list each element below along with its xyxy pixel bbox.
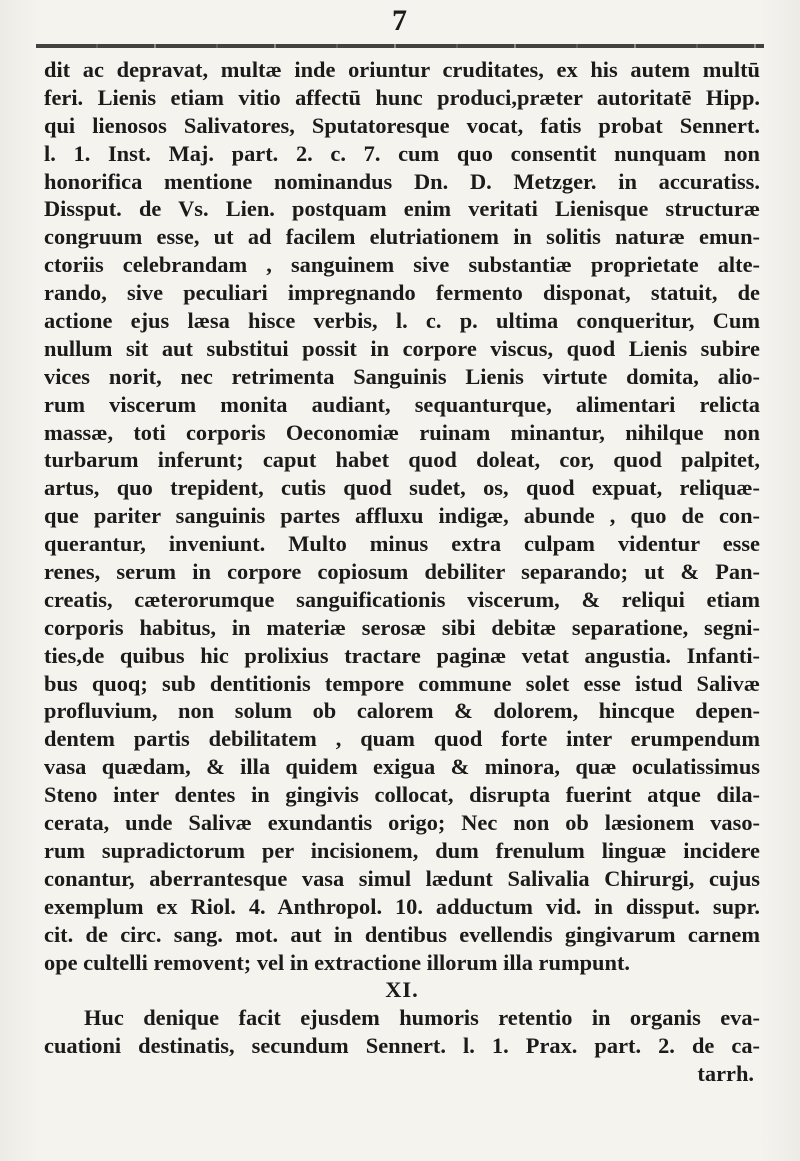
text-line: congruum esse, ut ad facilem elutriationem in solitis naturæ emun- [44,224,760,250]
text-line: cit. de circ. sang. mot. aut in dentibus evellendis gingivarum carnem [44,921,760,947]
page-number: 7 [392,4,408,37]
text-line: querantur, inveniunt. Multo minus extra culpam videntur esse [44,531,760,557]
text-line: feri. Lienis etiam vitio affectū hunc produci,præter autoritatē Hipp. [44,84,760,110]
text-line: massæ, toti corporis Oeconomiæ ruinam minantur, nihilque non [44,419,760,445]
text-line: ope cultelli removent; vel in extractione illorum illa rumpunt. [44,949,631,975]
text-line: creatis, cæterorumque sanguificationis viscerum, & reliqui etiam [44,586,760,612]
text-line: cuationi destinatis, secundum Sennert. l. 1. Prax. part. 2. de ca- [44,1033,760,1059]
header-rule [36,44,764,48]
text-line: nullum sit aut substitui possit in corpore viscus, quod Lienis subire [44,335,760,361]
text-line: rando, sive peculiari impregnando fermento disponat, statuit, de [44,280,760,306]
text-line: conantur, aberrantesque vasa simul lædunt Salivalia Chirurgi, cujus [44,865,760,891]
text-line: cerata, unde Salivæ exundantis origo; Nec non ob læsionem vaso- [44,810,760,836]
text-line: bus quoq; sub dentitionis tempore commune solet esse istud Salivæ [44,670,760,696]
text-line: tarrh. [697,1061,754,1087]
text-line: Dissput. de Vs. Lien. postquam enim veritati Lienisque structuræ [44,196,760,222]
text-line: l. 1. Inst. Maj. part. 2. c. 7. cum quo consentit nunquam non [44,140,760,166]
text-line: rum supradictorum per incisionem, dum frenulum linguæ incidere [44,837,760,863]
text-line: vices norit, nec retrimenta Sanguinis Lienis virtute domita, alio- [44,363,760,389]
text-line: vasa quædam, & illa quidem exigua & minora, quæ oculatissimus [44,754,760,780]
text-line: ties,de quibus hic prolixius tractare paginæ vetat angustia. Infanti- [44,642,760,668]
text-line: ctoriis celebrandam , sanguinem sive substantiæ proprietate alte- [44,252,760,278]
section-heading: XI. [385,977,419,1003]
text-line: Steno inter dentes in gingivis collocat, disrupta fuerint atque dila- [44,782,760,808]
body-text [44,56,760,1088]
text-line: rum viscerum monita audiant, sequanturque, alimentari relicta [44,391,760,417]
text-line: exemplum ex Riol. 4. Anthropol. 10. adductum vid. in dissput. supr. [44,893,760,919]
text-line: qui lienosos Salivatores, Sputatoresque vocat, fatis probat Sennert. [44,112,760,138]
text-line: artus, quo trepident, cutis quod sudet, os, quod expuat, reliquæ- [44,475,760,501]
text-line: dentem partis debilitatem , quam quod forte inter erumpendum [44,726,760,752]
text-line: Huc denique facit ejusdem humoris retentio in organis eva- [84,1005,760,1031]
text-line: turbarum inferunt; caput habet quod doleat, cor, quod palpitet, [44,447,760,473]
text-line: profluvium, non solum ob calorem & dolorem, hincque depen- [44,698,760,724]
text-line: honorifica mentione nominandus Dn. D. Metzger. in accuratiss. [44,168,760,194]
text-line: renes, serum in corpore copiosum debiliter separando; ut & Pan- [44,559,760,585]
text-line: corporis habitus, in materiæ serosæ sibi debitæ separatione, segni- [44,614,760,640]
text-line: actione ejus læsa hisce verbis, l. c. p. ultima conqueritur, Cum [44,308,760,334]
text-line: que pariter sanguinis partes affluxu indigæ, abunde , quo de con- [44,503,760,529]
text-line: dit ac depravat, multæ inde oriuntur cruditates, ex his autem multū [44,57,760,82]
